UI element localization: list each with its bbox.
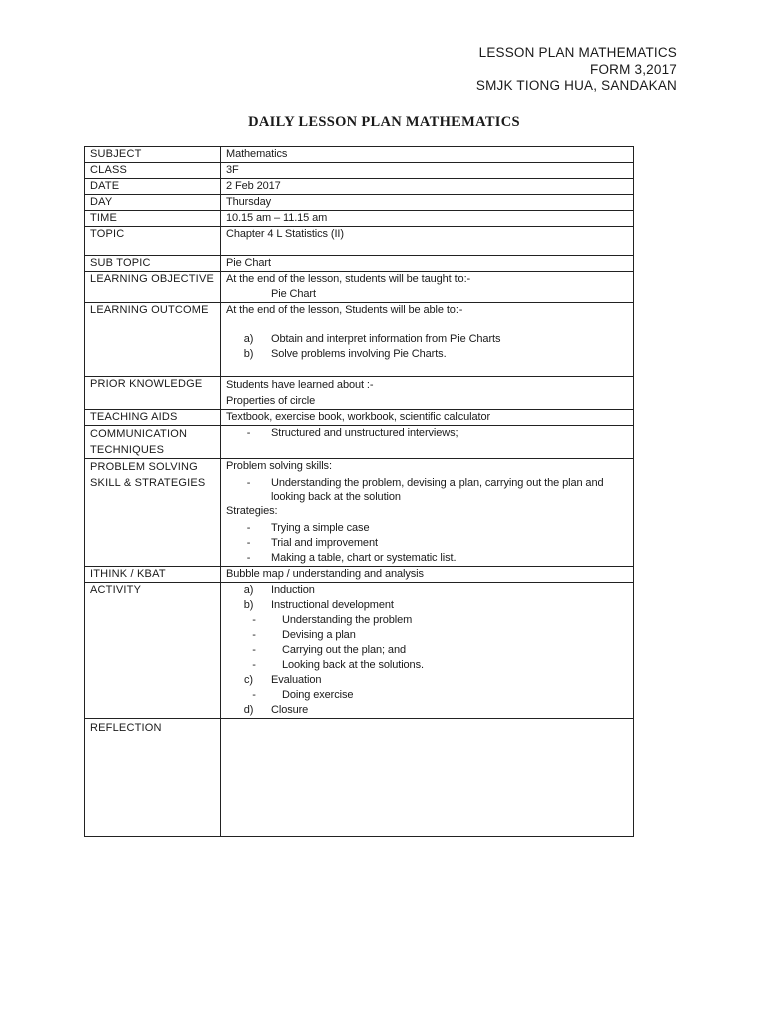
problem-label-line-2: SKILL & STRATEGIES [90, 477, 206, 489]
list-item [226, 643, 628, 658]
row-label-subtopic: SUB TOPIC [85, 256, 221, 272]
row-value-time: 10.15 am – 11.15 am [221, 211, 634, 227]
list-item [226, 551, 628, 566]
table-row [85, 256, 634, 272]
list-item [226, 628, 628, 643]
list-text: Making a table, chart or systematic list. [271, 552, 457, 564]
header-line-1: LESSON PLAN MATHEMATICS [478, 45, 677, 60]
list-item [226, 583, 628, 598]
row-value-communication [221, 426, 634, 459]
list-marker: b) [243, 599, 254, 611]
row-label-problem [85, 459, 221, 567]
row-value-outcome [221, 303, 634, 377]
list-text: Solve problems involving Pie Charts. [271, 348, 447, 360]
row-label-date: DATE [85, 179, 221, 195]
list-item [226, 476, 628, 504]
row-value-date: 2 Feb 2017 [221, 179, 634, 195]
row-label-reflection: REFLECTION [85, 719, 221, 837]
table-row [85, 227, 634, 256]
row-label-aids: TEACHING AIDS [85, 410, 221, 426]
page-title: DAILY LESSON PLAN MATHEMATICS [248, 114, 520, 130]
row-label-objective: LEARNING OBJECTIVE [85, 272, 221, 303]
list-text: Devising a plan [282, 629, 356, 641]
table-row [85, 583, 634, 719]
table-row [85, 211, 634, 227]
list-text: Evaluation [271, 674, 322, 686]
list-item [226, 536, 628, 551]
row-label-communication [85, 426, 221, 459]
list-marker: - [246, 477, 251, 489]
list-text: Closure [271, 704, 309, 716]
prior-line-1: Students have learned about :- [226, 379, 374, 391]
table-row [85, 459, 634, 567]
list-marker: c) [244, 674, 253, 686]
list-text: Structured and unstructured interviews; [271, 427, 459, 439]
prior-line-2: Properties of circle [226, 395, 316, 407]
row-label-prior: PRIOR KNOWLEDGE [85, 377, 221, 410]
header-line-3: SMJK TIONG HUA, SANDAKAN [475, 78, 677, 93]
row-label-outcome: LEARNING OUTCOME [85, 303, 221, 377]
problem-label-line-1: PROBLEM SOLVING [90, 461, 198, 473]
communication-label-line-2: TECHNIQUES [90, 444, 165, 456]
row-value-subject: Mathematics [221, 147, 634, 163]
list-item [226, 688, 628, 703]
list-item [226, 703, 628, 718]
list-marker: a) [243, 584, 254, 596]
document-header [476, 45, 677, 95]
list-text: Understanding the problem [282, 614, 413, 626]
row-value-ithink: Bubble map / understanding and analysis [221, 567, 634, 583]
list-marker: - [252, 614, 256, 626]
row-value-activity [221, 583, 634, 719]
list-marker: a) [243, 333, 254, 345]
list-item [226, 598, 628, 613]
table-row [85, 567, 634, 583]
table-row [85, 195, 634, 211]
list-text: Doing exercise [282, 689, 354, 701]
row-label-topic: TOPIC [85, 227, 221, 256]
table-row [85, 426, 634, 459]
list-marker: d) [243, 704, 254, 716]
list-item [226, 426, 628, 441]
table-row [85, 410, 634, 426]
table-row [85, 272, 634, 303]
skills-heading: Problem solving skills: [226, 460, 332, 472]
row-value-problem [221, 459, 634, 567]
row-value-class: 3F [221, 163, 634, 179]
list-text: Instructional development [271, 599, 394, 611]
objective-item: Pie Chart [271, 288, 316, 300]
list-marker: - [246, 552, 251, 564]
communication-label-line-1: COMMUNICATION [90, 428, 188, 440]
strategies-heading: Strategies: [226, 505, 278, 517]
table-row [85, 719, 634, 837]
row-label-subject: SUBJECT [85, 147, 221, 163]
list-text: Induction [271, 584, 315, 596]
header-line-2: FORM 3,2017 [590, 61, 677, 77]
list-item [226, 613, 628, 628]
row-value-topic: Chapter 4 L Statistics (II) [221, 227, 634, 256]
list-marker: - [252, 689, 256, 701]
list-item [226, 332, 628, 347]
list-marker: - [252, 644, 256, 656]
table-row [85, 179, 634, 195]
row-label-day: DAY [85, 195, 221, 211]
table-row [85, 303, 634, 377]
row-label-activity: ACTIVITY [85, 583, 221, 719]
list-marker: - [246, 427, 251, 439]
row-label-time: TIME [85, 211, 221, 227]
row-value-subtopic: Pie Chart [221, 256, 634, 272]
list-marker: - [252, 629, 256, 641]
list-text: Carrying out the plan; and [282, 644, 406, 656]
table-row [85, 147, 634, 163]
outcome-intro: At the end of the lesson, Students will be able to:- [226, 304, 463, 316]
list-text: Trying a simple case [271, 522, 370, 534]
list-text: Obtain and interpret information from Pie Charts [271, 333, 501, 345]
row-value-reflection [221, 719, 634, 837]
list-text: Understanding the problem, devising a plan, carrying out the plan and looking back at the solution [271, 477, 604, 503]
row-label-ithink: ITHINK / KBAT [85, 567, 221, 583]
table-row [85, 377, 634, 410]
list-text: Looking back at the solutions. [282, 659, 424, 671]
list-marker: b) [243, 348, 254, 360]
row-value-prior [221, 377, 634, 410]
table-row [85, 163, 634, 179]
row-value-aids: Textbook, exercise book, workbook, scientific calculator [221, 410, 634, 426]
row-label-class: CLASS [85, 163, 221, 179]
list-item [226, 347, 628, 362]
list-text: Trial and improvement [271, 537, 378, 549]
row-value-objective [221, 272, 634, 303]
objective-intro: At the end of the lesson, students will be taught to:- [226, 273, 471, 285]
list-item [226, 658, 628, 673]
lesson-plan-table [84, 146, 634, 837]
list-marker: - [246, 522, 251, 534]
list-item [226, 521, 628, 536]
list-marker: - [246, 537, 251, 549]
list-marker: - [252, 659, 256, 671]
row-value-day: Thursday [221, 195, 634, 211]
list-item [226, 673, 628, 688]
